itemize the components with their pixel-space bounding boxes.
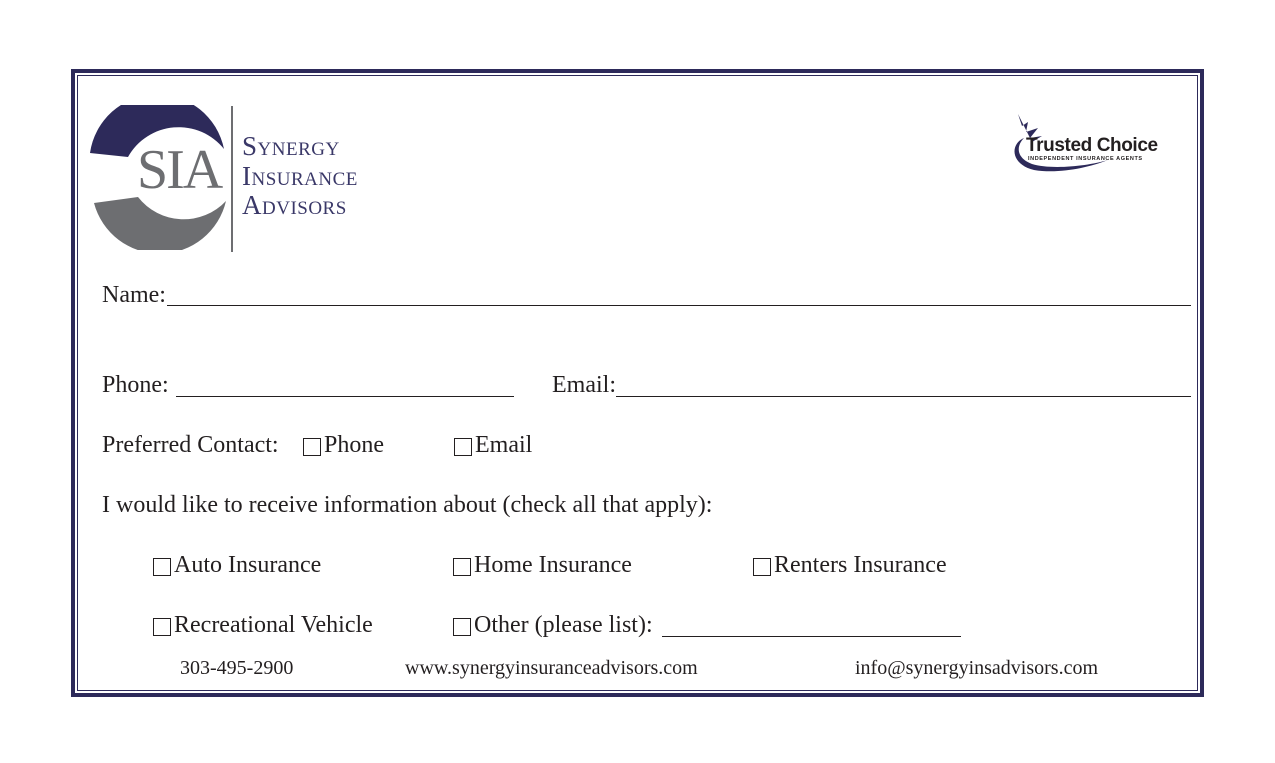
- checkbox-icon[interactable]: [453, 558, 471, 576]
- other-checkbox[interactable]: [453, 612, 653, 639]
- auto-insurance-label: Auto Insurance: [174, 552, 322, 578]
- company-name-line-3: Advisors: [242, 190, 347, 220]
- company-name-line-1: Synergy: [242, 131, 340, 161]
- phone-field[interactable]: [176, 396, 514, 397]
- home-insurance-label: Home Insurance: [474, 552, 632, 578]
- preferred-contact-label: Preferred Contact:: [102, 432, 279, 458]
- contact-email-label: Email: [475, 432, 533, 458]
- renters-insurance-label: Renters Insurance: [774, 552, 947, 578]
- recreational-vehicle-checkbox[interactable]: [153, 612, 373, 639]
- trusted-choice-tagline: INDEPENDENT INSURANCE AGENTS: [1028, 156, 1143, 162]
- recreational-vehicle-label: Recreational Vehicle: [174, 612, 373, 638]
- renters-insurance-checkbox[interactable]: [753, 552, 947, 579]
- name-label: Name:: [102, 282, 166, 308]
- home-insurance-checkbox[interactable]: [453, 552, 632, 579]
- footer-website[interactable]: www.synergyinsuranceadvisors.com: [405, 657, 698, 679]
- checkbox-icon[interactable]: [303, 438, 321, 456]
- company-name: [242, 132, 358, 221]
- logo-initials: SIA: [137, 139, 222, 201]
- logo-divider: [231, 106, 233, 252]
- name-field[interactable]: [167, 305, 1191, 306]
- company-name-line-2: Insurance: [242, 160, 358, 191]
- interest-prompt: I would like to receive information about (check all that apply):: [102, 492, 713, 518]
- checkbox-icon[interactable]: [753, 558, 771, 576]
- trusted-choice-logo: Trusted Choice: [1026, 135, 1158, 156]
- checkbox-icon[interactable]: [453, 618, 471, 636]
- phone-label: Phone:: [102, 372, 169, 398]
- checkbox-icon[interactable]: [454, 438, 472, 456]
- other-label: Other (please list):: [474, 612, 653, 638]
- footer-phone: 303-495-2900: [180, 657, 294, 679]
- email-field[interactable]: [616, 396, 1191, 397]
- other-field[interactable]: [662, 636, 961, 637]
- contact-phone-checkbox[interactable]: [303, 432, 384, 459]
- checkbox-icon[interactable]: [153, 618, 171, 636]
- contact-email-checkbox[interactable]: [454, 432, 532, 459]
- contact-phone-label: Phone: [324, 432, 384, 458]
- checkbox-icon[interactable]: [153, 558, 171, 576]
- auto-insurance-checkbox[interactable]: [153, 552, 321, 579]
- footer-email[interactable]: info@synergyinsadvisors.com: [855, 657, 1099, 679]
- email-label: Email:: [552, 372, 616, 398]
